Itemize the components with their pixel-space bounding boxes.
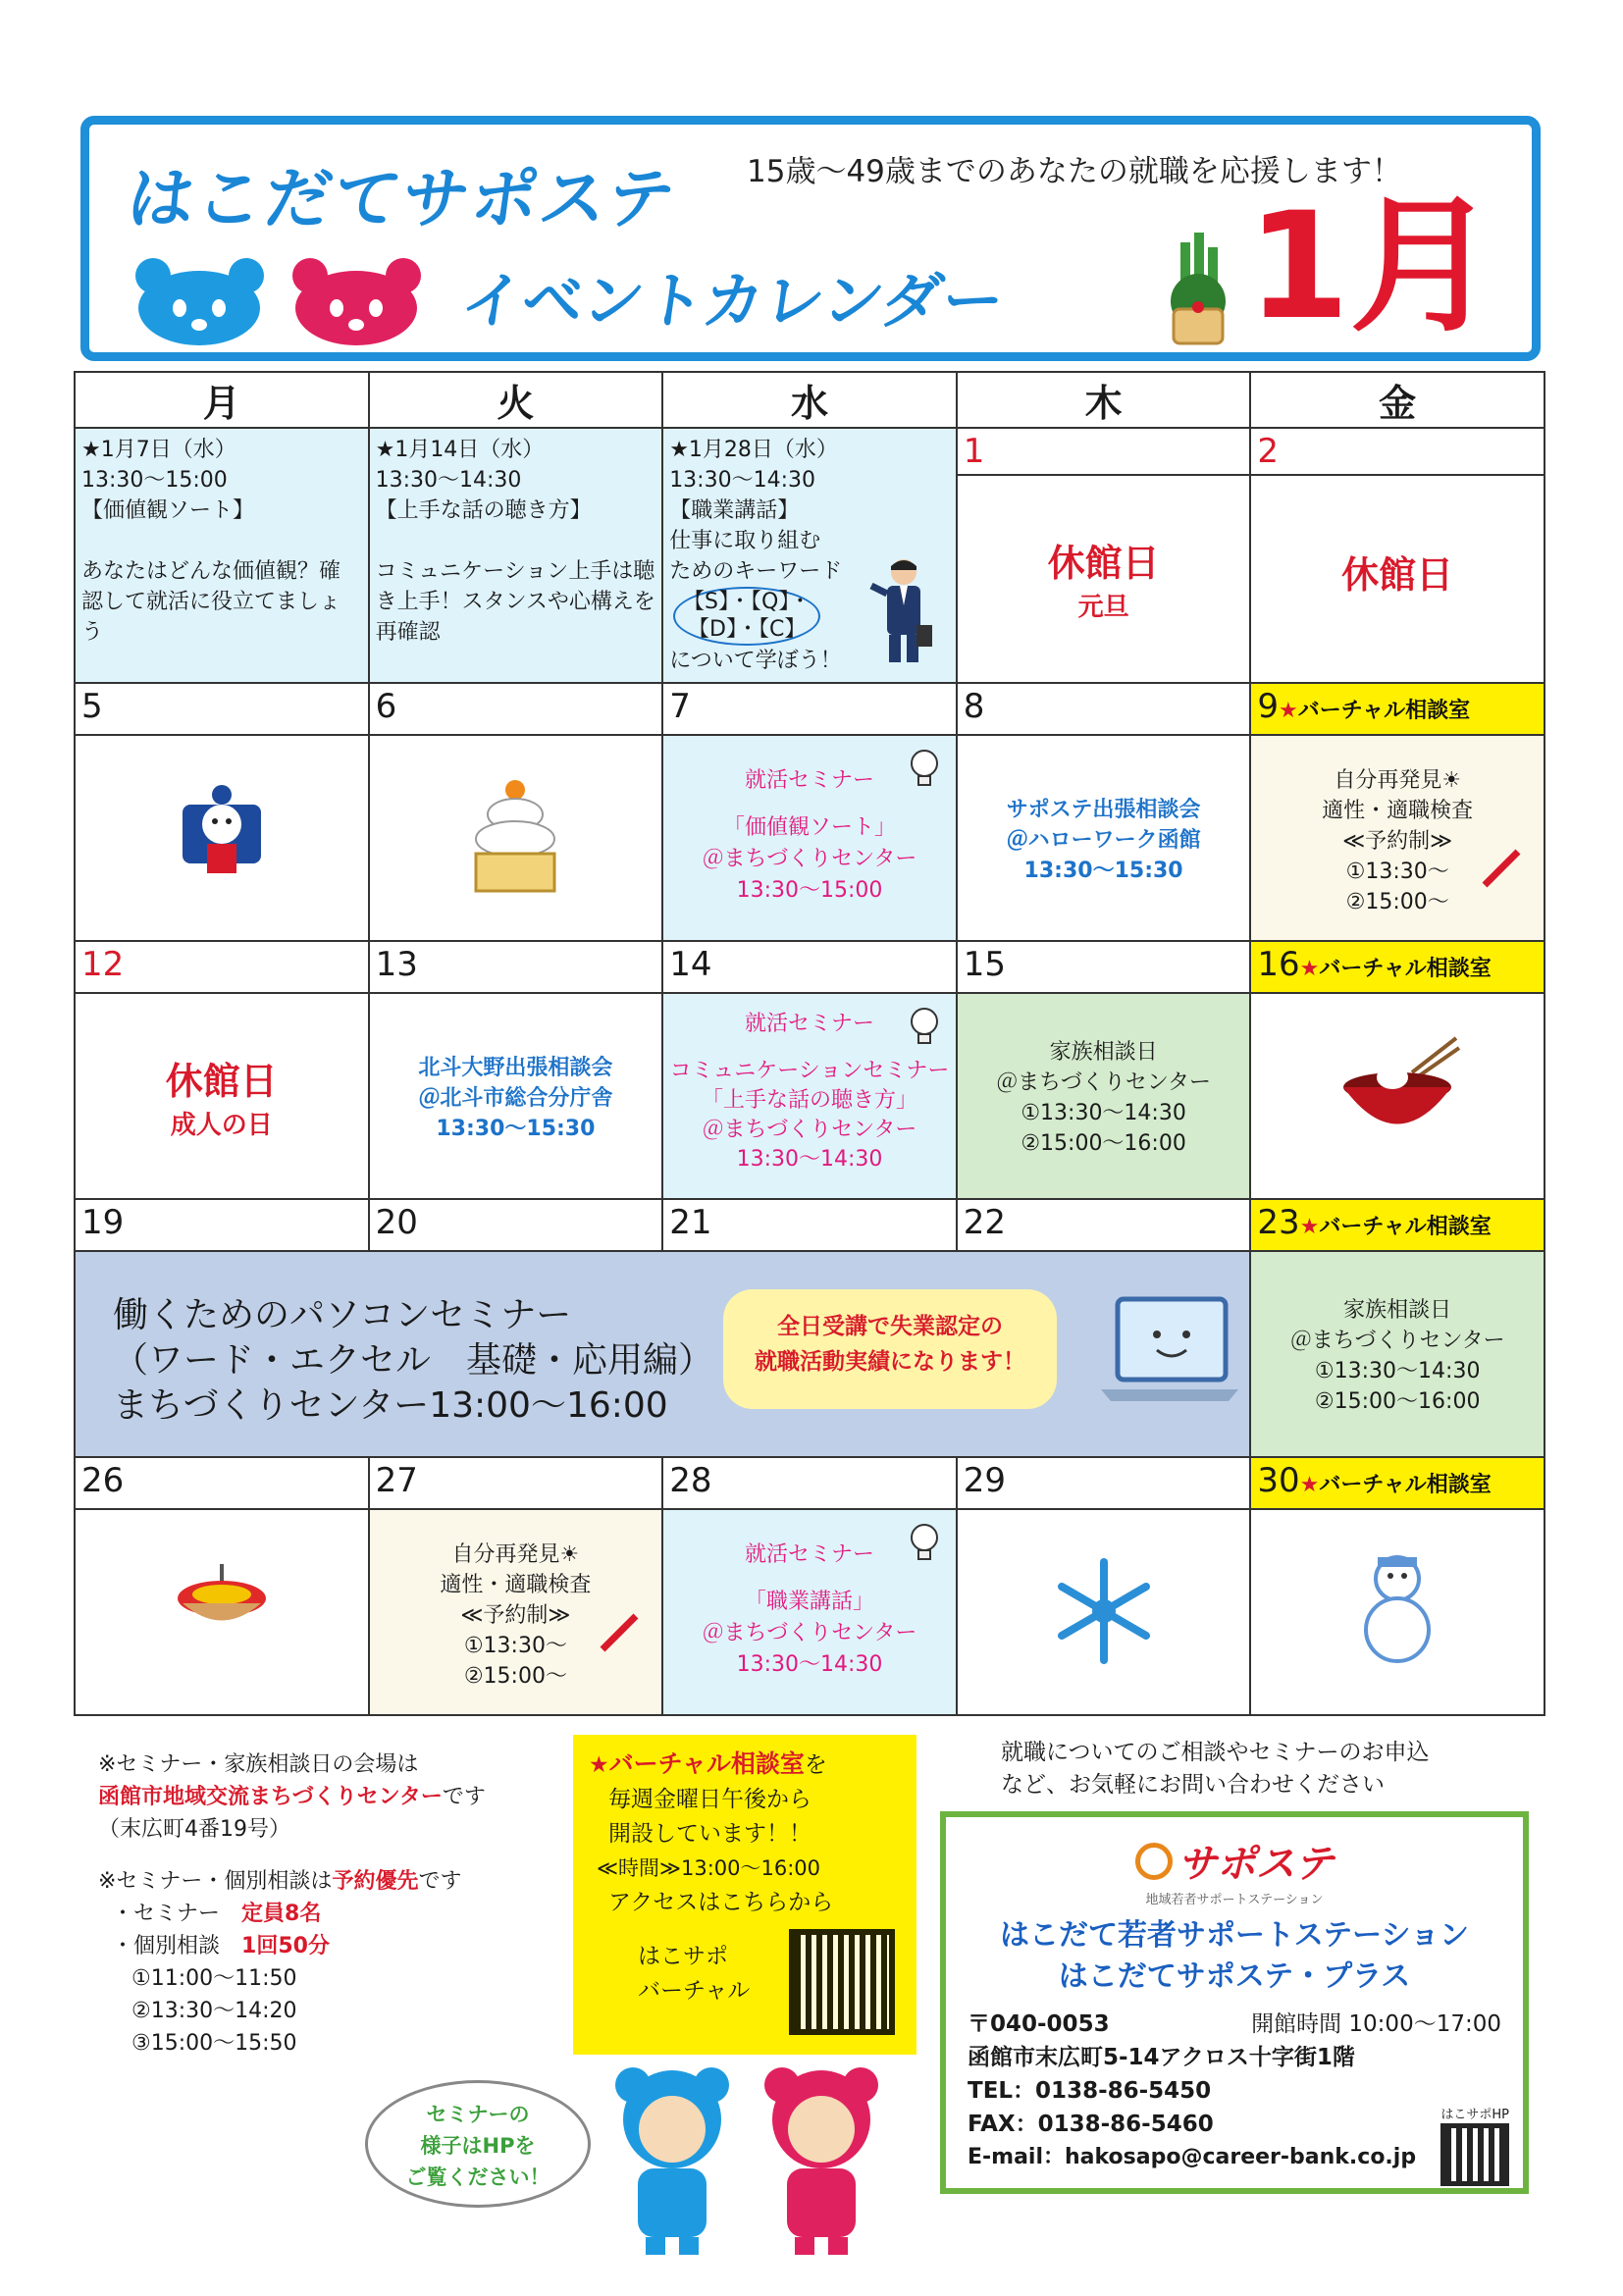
event-title: 【上手な話の聴き方】 [375,498,592,523]
event-calendar-title: イベントカレンダー [456,265,1009,337]
aptitude-test-27 [369,1509,663,1715]
event-time: 13:30～15:00 [81,468,228,493]
logo-subtext: 地域若者サポートステーション [1145,1893,1324,1907]
spinning-top-icon [76,1559,368,1663]
intro-text: など、お気軽にお問い合わせください [1001,1772,1385,1798]
event-time: ①13:30～14:30 [1314,1359,1481,1383]
virtual-label: バーチャル相談室 [1319,957,1492,981]
event-time: 13:30～14:30 [375,468,522,493]
event-time: ②15:00～16:00 [1314,1389,1481,1414]
venue-name: 函館市地域交流まちづくりセンター [98,1785,443,1809]
day-number: 26 [75,1457,369,1509]
seminar-time: 13:30～14:30 [736,1652,883,1677]
weekday-tue: 火 [369,372,663,428]
seminar-title: 「上手な話の聴き方」 [701,1088,917,1113]
seminar-place: ＠まちづくりセンター [702,847,917,871]
virtual-title: バーチャル相談室 [608,1749,805,1778]
holiday-name: 元旦 [1077,593,1129,623]
brand-title: はこだてサポステ [122,161,682,238]
day-content-30 [1250,1509,1544,1715]
venue-address: （末広町4番19号） [98,1817,290,1842]
event-card-listening [369,428,663,683]
event-title: 北斗大野出張相談会 [418,1056,613,1080]
virtual-hours: ≪時間≫13:00～16:00 [597,1856,821,1880]
day-number: 16 [1257,945,1300,984]
keywords: 【D】・【C】 [688,617,807,642]
businessman-icon [869,556,938,673]
seminar-label: 就活セミナー [744,1542,874,1567]
virtual-label: バーチャル相談室 [1319,1473,1492,1497]
email-link[interactable]: E-mail：hakosapo@career-bank.co.jp [968,2145,1417,2169]
day-number: 13 [369,941,663,993]
virtual-label: バーチャル相談室 [1297,699,1471,723]
virtual-room-box: ★バーチャル相談室を 毎週金曜日午後から 開設しています！！ ≪時間≫13:00～16:00 アクセスはこちらから はこサポ バーチャル [573,1735,916,2055]
day-content-26 [75,1509,369,1715]
day-content-29 [957,1509,1251,1715]
day-number: 28 [662,1457,957,1509]
event-date: ★1月14日（水） [375,438,545,462]
event-time: ②15:00～16:00 [1021,1131,1186,1156]
note-text: 就職活動実績になります！ [755,1349,1025,1375]
pc-seminar-subtitle: （ワード・エクセル 基礎・応用編） [113,1340,714,1381]
holiday-name: 成人の日 [170,1111,273,1140]
contact-intro [1001,1737,1430,1801]
event-place: ＠まちづくりセンター [996,1070,1212,1095]
event-time: 13:30～15:30 [1023,859,1183,883]
bubble-text: 様子はHPを [420,2134,536,2158]
event-desc: 仕事に取り組む [669,529,821,553]
bubble-text: セミナーの [426,2103,530,2126]
pc-seminar-title: 働くためのパソコンセミナー [113,1295,572,1335]
org-name: はこだてサポステ・プラス [1058,1959,1411,1994]
event-date: ★1月7日（水） [81,438,236,462]
calendar-grid [74,371,1545,1716]
aptitude-test-9 [1250,735,1544,941]
seminar-title: 「職業講話」 [744,1590,874,1614]
virtual-text: アクセスはこちらから [608,1890,834,1915]
month-label: 1月 [1247,182,1497,352]
opening-hours: 開館時間 10:00～17:00 [1251,2011,1501,2037]
seminar-time: 13:30～15:00 [736,878,883,903]
day-content-5 [75,735,369,941]
event-title: 【価値観ソート】 [81,498,255,523]
day-number: 8 [957,683,1251,735]
snowman-icon [1251,1549,1544,1673]
event-time: ①13:30～14:30 [1021,1101,1186,1125]
note-line: ※セミナー・家族相談日の会場は [98,1752,419,1777]
note-line: ・セミナー [112,1902,242,1926]
day-content-16 [1250,993,1544,1199]
logo-text: サポステ [1177,1842,1335,1887]
virtual-text: を [804,1752,827,1778]
day-number: 20 [369,1199,663,1251]
closed-day-2 [1250,475,1544,683]
slot-time: ③15:00～15:50 [131,2031,297,2056]
closed-day-newyear [957,475,1251,683]
day-number: 27 [369,1457,663,1509]
pencil-icon [1477,844,1526,899]
pink-mascot-icon [758,2061,885,2261]
event-title: 【職業講話】 [669,498,800,523]
tagline: 15歳～49歳までのあなたの就職を応援します！ [747,154,1402,189]
lightbulb-icon [905,1518,944,1573]
note-line: ・個別相談 [112,1934,242,1958]
pink-bear-icon [290,254,423,347]
keyword-bubble [673,587,820,646]
priority-label: 予約優先 [332,1869,419,1894]
event-title: 家族相談日 [1343,1298,1452,1323]
event-time: ②15:00～ [463,1664,567,1689]
seminar-category: コミュニケーションセミナー [669,1059,950,1083]
saposute-logo [946,1833,1523,1907]
day-number-virtual: 16★バーチャル相談室 [1250,941,1544,993]
org-name: はこだて若者サポートステーション [1000,1918,1469,1953]
unemployment-note-bubble [723,1289,1057,1409]
event-card-career-talk [662,428,957,683]
weekday-wed: 水 [662,372,957,428]
pc-seminar-banner [75,1251,1250,1457]
duration: 1回50分 [241,1934,330,1958]
bubble-text: ご覧ください！ [405,2166,550,2189]
hp-speech-bubble [365,2080,591,2208]
phone: TEL：0138-86-5450 [968,2078,1212,2104]
event-title: サポステ出張相談会 [1006,798,1201,822]
event-title: 自分再発見☀ [1334,768,1462,793]
day-number: 30 [1257,1461,1300,1500]
closed-day-coming-of-age [75,993,369,1199]
event-time: ②15:00～ [1345,890,1449,914]
day-number: 21 [662,1199,957,1251]
day-number-virtual: 23★バーチャル相談室 [1250,1199,1544,1251]
closed-label: 休館日 [1341,553,1454,598]
weekday-fri: 金 [1250,372,1544,428]
day-number-virtual: 30★バーチャル相談室 [1250,1457,1544,1509]
event-title: 家族相談日 [1049,1040,1158,1065]
day-number-virtual: 9★バーチャル相談室 [1250,683,1544,735]
header-banner [80,116,1541,361]
event-note: ≪予約制≫ [1342,829,1453,854]
outreach-hellowork [957,735,1251,941]
event-desc: について学ぼう！ [669,649,842,673]
note-text: 全日受講で失業認定の [777,1314,1003,1339]
seminar-place: ＠まちづくりセンター [702,1621,917,1645]
note-line: です [418,1869,462,1894]
qr-caption: はこサポ [638,1944,728,1969]
day-number: 29 [957,1457,1251,1509]
family-consult-23 [1250,1251,1544,1457]
slot-time: ①11:00～11:50 [131,1966,297,1991]
seminar-label: 就活セミナー [744,1012,874,1036]
event-place: ＠ハローワーク函館 [1006,828,1201,853]
event-desc: 適性・適職検査 [440,1573,592,1597]
event-desc: ためのキーワード [669,559,843,584]
day-cell-2: 2 [1250,428,1544,475]
blue-mascot-icon [608,2061,736,2261]
venue-notes [98,1748,550,2060]
day-number: 14 [662,941,957,993]
virtual-qr-code[interactable] [789,1929,895,2035]
day-number: 15 [957,941,1251,993]
blue-bear-icon [133,254,266,347]
seminar-value-sort [662,735,957,941]
qr-caption: はこサポHP [1440,2108,1509,2122]
event-desc: コミュニケーション上手は聴き上手！スタンスや心構えを再確認 [375,559,655,645]
seminar-listening [662,993,957,1199]
seminar-career-talk [662,1509,957,1715]
event-desc: あなたはどんな価値観？確認して就活に役立てましょう [81,559,341,645]
day-number: 5 [75,683,369,735]
day-number: 9 [1257,687,1280,726]
virtual-text: 毎週金曜日午後から [608,1787,812,1812]
capacity: 定員8名 [241,1902,322,1926]
day-number: 12 [75,941,369,993]
event-time: ①13:30～ [463,1634,567,1658]
note-line: ※セミナー・個別相談は [98,1869,333,1894]
keywords: 【S】・【Q】・ [683,590,812,614]
event-title: 自分再発見☀ [451,1542,580,1567]
event-place: ＠まちづくりセンター [1289,1329,1505,1353]
slot-time: ②13:30～14:20 [131,1999,297,2023]
laptop-icon [1096,1291,1243,1420]
event-time: 13:30～15:30 [436,1117,596,1141]
weekday-thu: 木 [957,372,1251,428]
kagami-mochi-icon [370,770,662,904]
address: 函館市末広町5-14アクロス十字街1階 [968,2045,1355,2070]
contact-box [940,1811,1529,2194]
virtual-label: バーチャル相談室 [1319,1215,1492,1239]
event-time: 13:30～14:30 [669,468,815,493]
seminar-title: 「価値観ソート」 [722,815,896,840]
pencil-icon [595,1608,644,1663]
virtual-text: 開設しています！！ [608,1821,812,1847]
event-place: ＠北斗市総合分庁舎 [418,1086,613,1111]
fax: FAX：0138-86-5460 [968,2112,1214,2137]
zenzai-bowl-icon [1251,1033,1544,1157]
daruma-kite-icon [76,780,368,894]
day-number: 23 [1257,1203,1300,1242]
lightbulb-icon [905,1002,944,1057]
snowflake-icon [958,1557,1250,1671]
event-note: ≪予約制≫ [460,1603,571,1628]
outreach-hokuto [369,993,663,1199]
event-card-value-sort [75,428,369,683]
note-line: です [442,1785,486,1809]
pc-seminar-time: まちづくりセンター13:00～16:00 [113,1385,668,1426]
event-date: ★1月28日（水） [669,438,838,462]
closed-label: 休館日 [165,1060,278,1103]
day-number: 22 [957,1199,1251,1251]
day-number: 19 [75,1199,369,1251]
seminar-place: ＠まちづくりセンター [702,1118,917,1142]
postal-code: 〒040-0053 [968,2011,1110,2037]
intro-text: 就職についてのご相談やセミナーのお申込 [1001,1740,1430,1765]
family-consult-15 [957,993,1251,1199]
hp-qr-code[interactable] [1440,2123,1509,2186]
weekday-mon: 月 [75,372,369,428]
day-cell-1: 1 [957,428,1251,475]
event-time: ①13:30～ [1345,860,1449,884]
logo-flower-icon [1135,1843,1173,1880]
day-content-6 [369,735,663,941]
day-number: 7 [662,683,957,735]
event-desc: 適性・適職検査 [1322,799,1474,823]
qr-caption: バーチャル [638,1978,751,2004]
lightbulb-icon [905,744,944,799]
kadomatsu-icon [1159,223,1237,354]
seminar-time: 13:30～14:30 [736,1147,883,1172]
day-number: 6 [369,683,663,735]
closed-label: 休館日 [1047,542,1160,586]
seminar-label: 就活セミナー [744,768,874,793]
